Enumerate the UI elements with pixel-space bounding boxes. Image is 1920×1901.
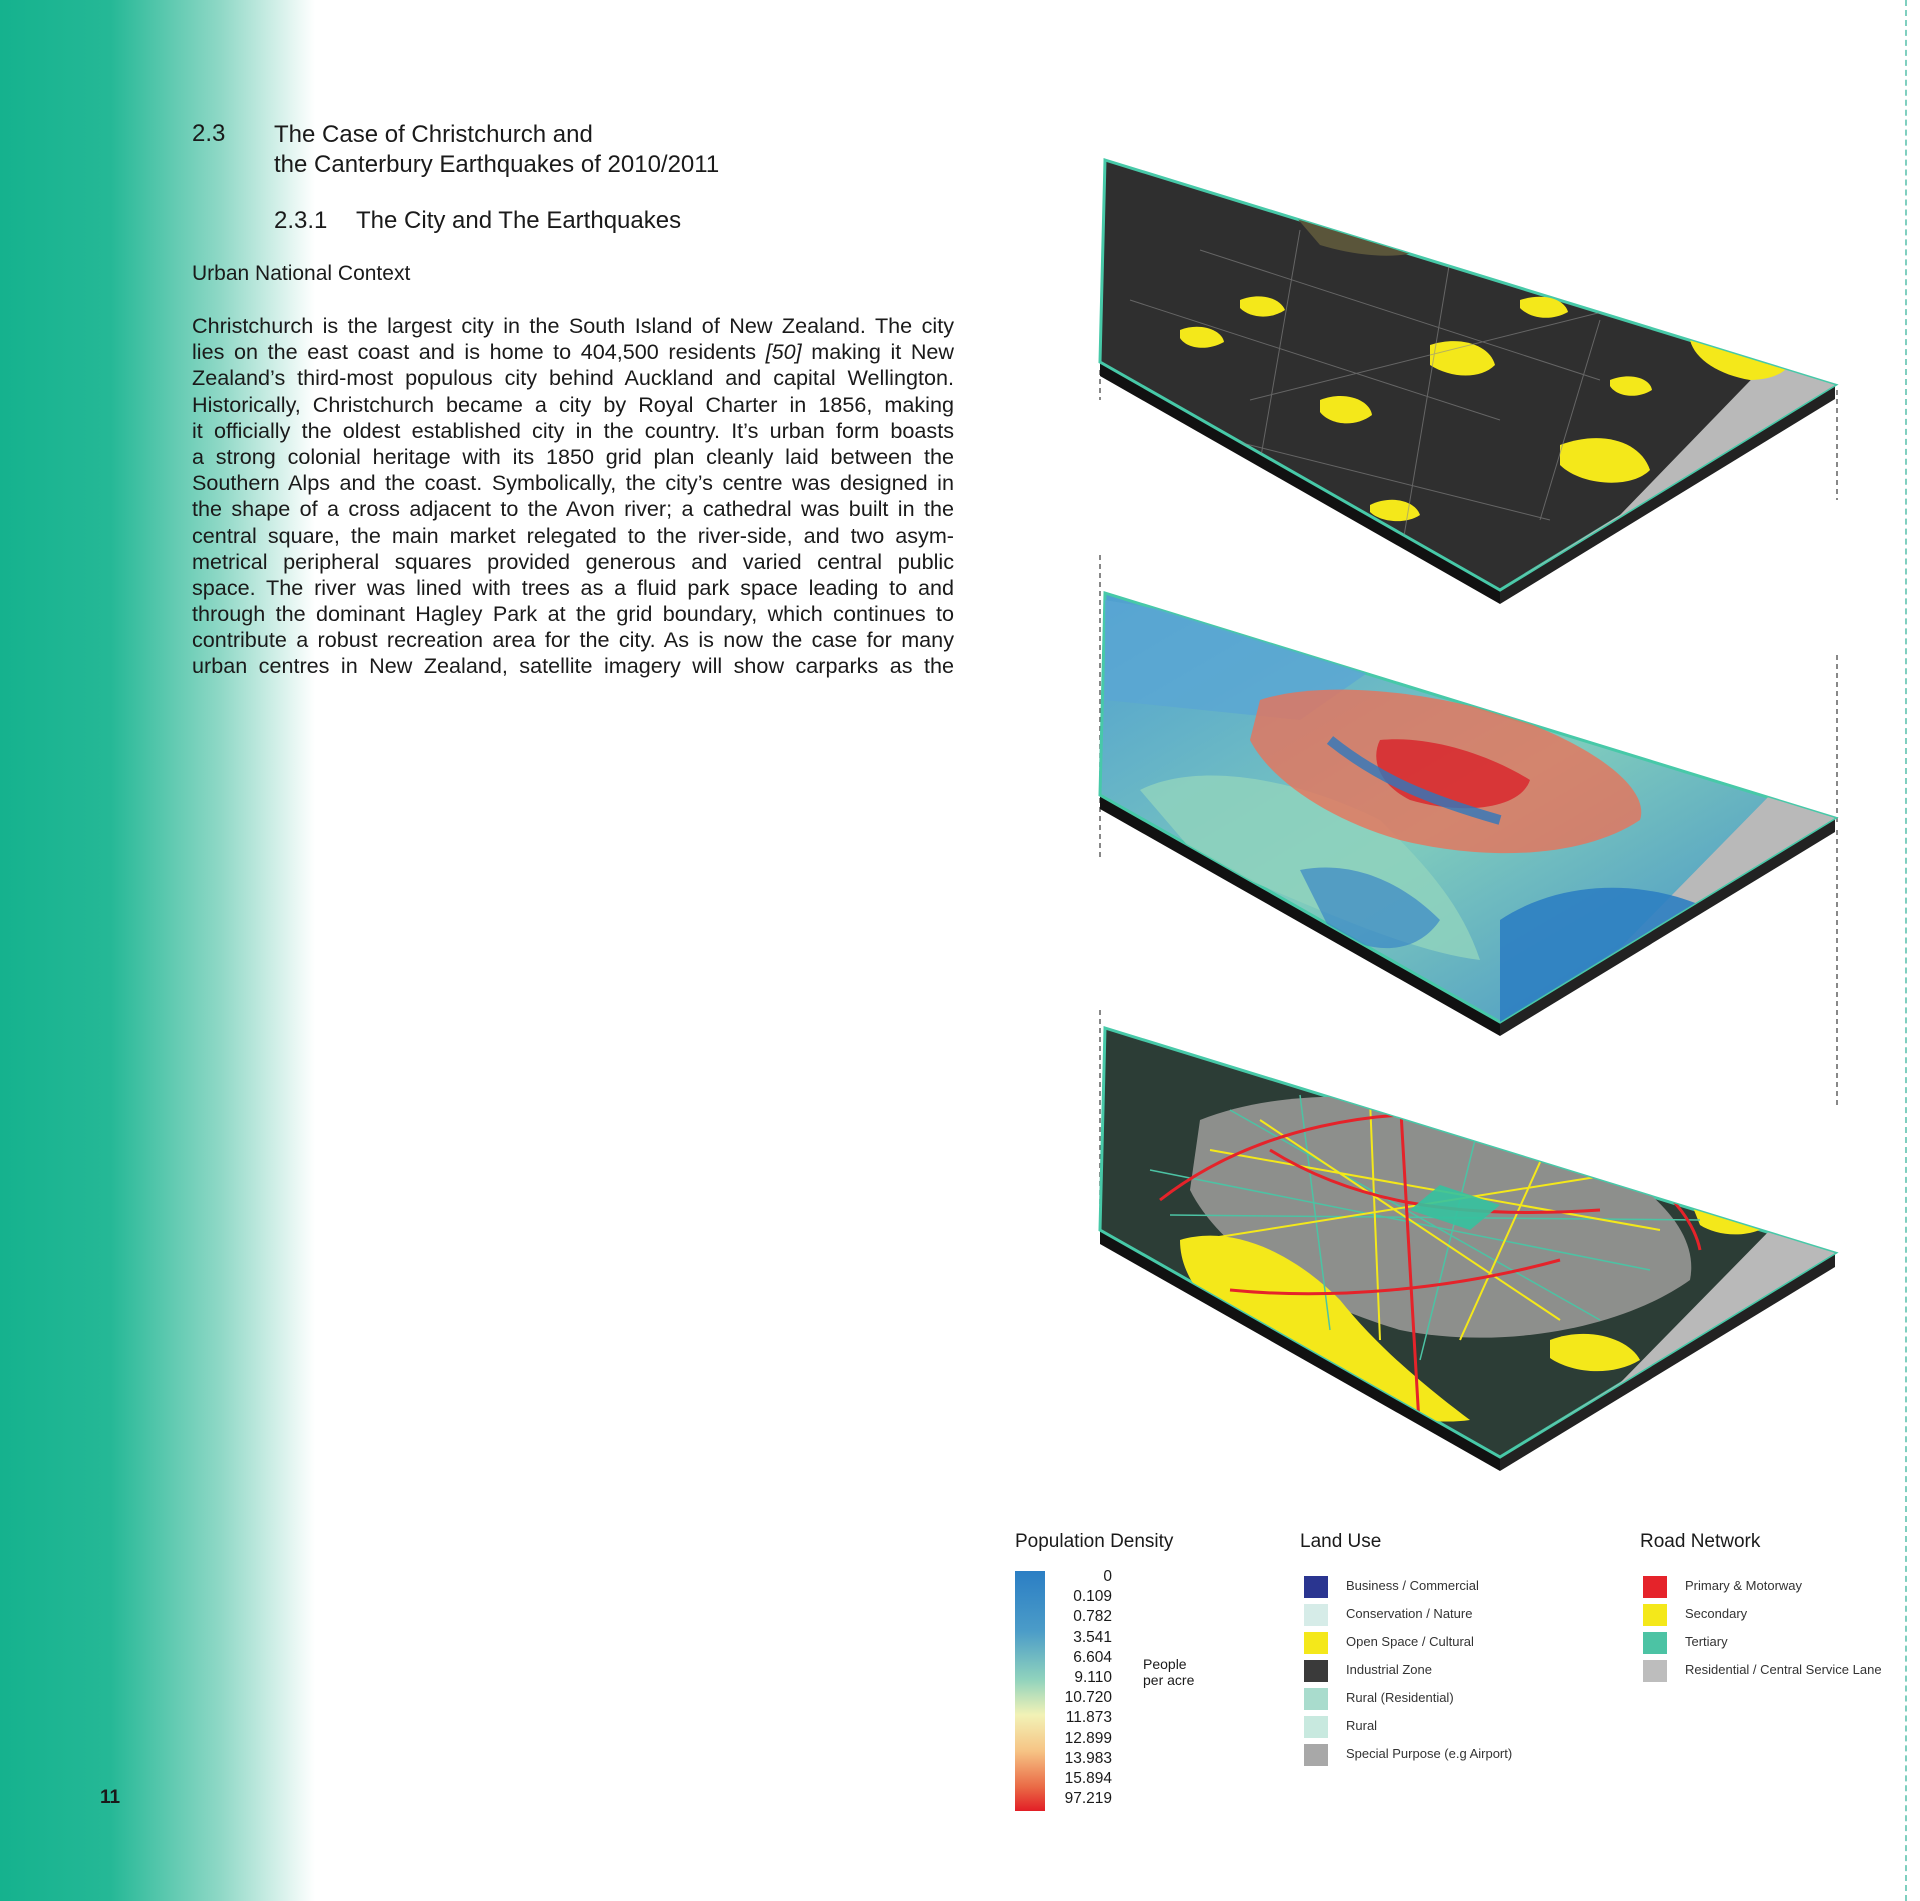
body-line: Zealand’s third-most populous city behind Auckland and capital Wellington. [192,365,954,391]
land-use-label: Open Space / Cultural [1346,1634,1474,1649]
land-use-swatch [1304,1744,1328,1766]
land-use-swatch [1304,1632,1328,1654]
body-line: Historically, Christchurch became a city by Royal Charter in 1856, making [192,391,954,417]
body-line: urban centres in New Zealand, satellite imagery will show carparks as the [192,653,954,679]
road-swatch [1643,1660,1667,1682]
density-tick: 97.219 [1064,1790,1112,1808]
road-label: Residential / Central Service Lane [1685,1662,1882,1677]
legend-population-density-title: Population Density [1015,1531,1174,1552]
road-swatch [1643,1604,1667,1626]
density-zone-low [1500,888,1700,1022]
density-tick: 13.983 [1064,1749,1112,1767]
map-layer-road-network [1100,1028,1835,1471]
density-tick: 9.110 [1074,1669,1112,1687]
legend-road-network-title: Road Network [1640,1531,1761,1552]
land-use-swatch [1304,1576,1328,1598]
body-line: contribute a robust recreation area for the city. As is now the case for many [192,627,954,653]
section-number: 2.3 [192,120,226,147]
body-line-suffix: making it New [811,339,955,365]
map-layer-land-use [1100,160,1835,604]
land-use-swatch [1304,1604,1328,1626]
land-use-label: Business / Commercial [1346,1578,1479,1593]
land-use-swatch [1304,1716,1328,1738]
land-use-label: Special Purpose (e.g Airport) [1346,1746,1513,1761]
road-swatch [1643,1576,1667,1598]
body-line: through the dominant Hagley Park at the grid boundary, which continues to [192,601,954,627]
subsection-title: The City and The Earthquakes [356,207,682,234]
land-use-label: Rural [1346,1718,1378,1733]
unit-line2: per acre [1143,1672,1195,1688]
land-use-label: Industrial Zone [1346,1662,1432,1677]
body-line: a strong colonial heritage with its 1850 grid plan cleanly laid between the [192,443,954,469]
context-heading: Urban National Context [192,262,411,285]
density-tick: 3.541 [1073,1628,1112,1646]
population-density-unit [1143,1656,1223,1688]
body-line: central square, the main market relegated to the river-side, and two asym- [192,522,954,548]
map-layer-population-density [1100,593,1835,1036]
body-line: space. The river was lined with trees as a fluid park space leading to and [192,574,954,600]
section-title-line2: the Canterbury Earthquakes of 2010/2011 [274,151,720,178]
legend-land-use-title: Land Use [1300,1531,1382,1552]
unit-line1: People [1143,1656,1187,1672]
density-tick: 15.894 [1064,1770,1112,1788]
density-tick: 0.109 [1073,1588,1112,1606]
density-tick: 10.720 [1064,1689,1112,1707]
road-label: Primary & Motorway [1685,1578,1803,1593]
body-line: Southern Alps and the coast. Symbolically, the city’s centre was designed in [192,470,954,496]
land-use-swatch [1304,1688,1328,1710]
population-density-colorbar [1015,1571,1045,1811]
land-use-label: Rural (Residential) [1346,1690,1454,1705]
road-label: Secondary [1685,1606,1748,1621]
density-tick: 0.782 [1073,1608,1112,1626]
body-line-prefix: lies on the east coast and is home to 404,500 residents [192,339,757,365]
body-line: the shape of a cross adjacent to the Avon river; a cathedral was built in the [192,496,954,522]
body-line: Christchurch is the largest city in the South Island of New Zealand. The city [192,313,954,338]
density-tick: 6.604 [1073,1648,1112,1666]
road-swatch [1643,1632,1667,1654]
land-use-swatch [1304,1660,1328,1682]
land-use-label: Conservation / Nature [1346,1606,1473,1621]
body-line: metrical peripheral squares provided generous and varied central public [192,548,954,574]
special-purpose-area [1380,1076,1470,1109]
density-zone-north [1450,637,1590,685]
population-density-ticks [1050,1567,1112,1809]
section-title-line1: The Case of Christchurch and [274,121,593,148]
density-tick: 11.873 [1065,1709,1112,1727]
subsection-number: 2.3.1 [274,207,328,234]
road-label: Tertiary [1685,1634,1728,1649]
citation-ref[interactable]: [50] [765,339,802,365]
body-line: it officially the oldest established city in the country. It’s urban form boasts [192,417,954,443]
density-tick: 12.899 [1064,1729,1112,1747]
page-number: 11 [100,1787,121,1808]
density-tick: 0 [1103,1568,1112,1585]
